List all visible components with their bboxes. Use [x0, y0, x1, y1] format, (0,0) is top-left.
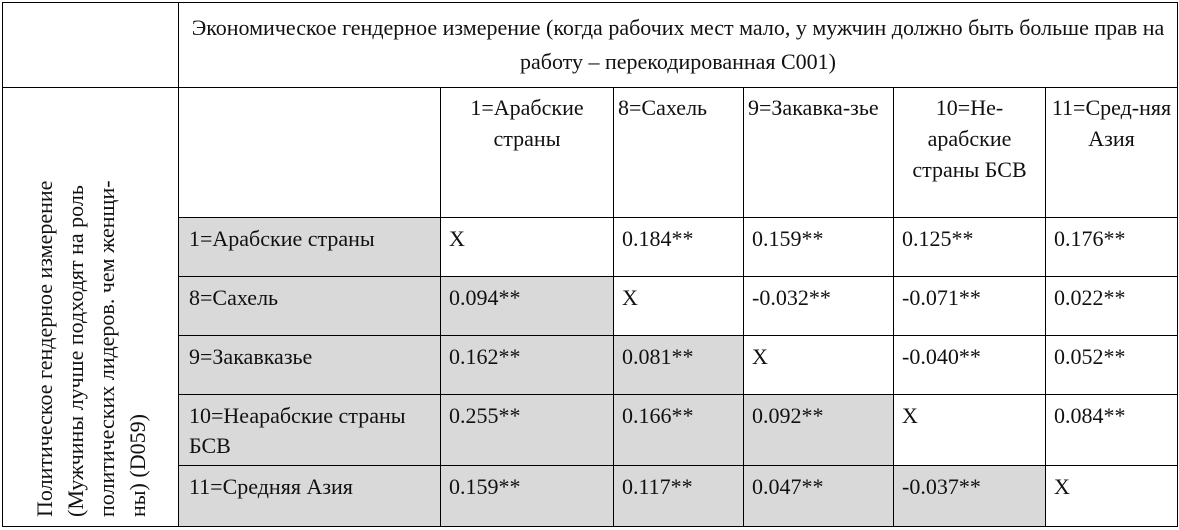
side-label-line: ны) (D059)	[124, 414, 150, 517]
row-header-arab: 1=Арабские страны	[179, 218, 441, 277]
row-header-central-asia: 11=Средняя Азия	[179, 466, 441, 527]
corner-empty-cell	[3, 3, 179, 88]
table-cell: 0.176**	[1046, 218, 1178, 277]
table-cell: X	[441, 218, 614, 277]
side-label-line: политических лидеров. чем женщи-	[93, 180, 119, 517]
side-label-line: (Мужчины лучше подходят на роль	[62, 185, 88, 517]
table-cell: X	[894, 395, 1046, 466]
table-cell: 0.255**	[441, 395, 614, 466]
table-cell: 0.047**	[744, 466, 894, 527]
table-cell: -0.037**	[894, 466, 1046, 527]
table-cell: -0.032**	[744, 277, 894, 336]
table-cell: X	[614, 277, 744, 336]
table-cell: 0.022**	[1046, 277, 1178, 336]
table-cell: 0.159**	[744, 218, 894, 277]
table-cell: 0.159**	[441, 466, 614, 527]
table-cell: 0.081**	[614, 336, 744, 395]
column-header-arab: 1=Арабские страны	[441, 88, 614, 218]
column-header-sahel: 8=Сахель	[614, 88, 744, 218]
table-cell: X	[1046, 466, 1178, 527]
political-dimension-label	[3, 88, 179, 527]
table-cell: 0.094**	[441, 277, 614, 336]
column-header-transcaucasia: 9=Закавка-зье	[744, 88, 894, 218]
row-header-nonarab-mena: 10=Неарабские страны БСВ	[179, 395, 441, 466]
table-cell: 0.166**	[614, 395, 744, 466]
row-header-sahel: 8=Сахель	[179, 277, 441, 336]
row-header-transcaucasia: 9=Закавказье	[179, 336, 441, 395]
table-cell: 0.162**	[441, 336, 614, 395]
column-header-central-asia: 11=Сред-няя Азия	[1046, 88, 1178, 218]
correlation-table	[2, 2, 1178, 527]
table-cell: 0.084**	[1046, 395, 1178, 466]
header-empty-cell	[179, 88, 441, 218]
table-cell: -0.040**	[894, 336, 1046, 395]
table-cell: 0.125**	[894, 218, 1046, 277]
table-cell: 0.117**	[614, 466, 744, 527]
table-cell: 0.052**	[1046, 336, 1178, 395]
column-header-nonarab-mena: 10=Не-арабские страны БСВ	[894, 88, 1046, 218]
table-cell: -0.071**	[894, 277, 1046, 336]
table-cell: X	[744, 336, 894, 395]
side-label-line: Политическое гендерное измерение	[31, 180, 57, 517]
table-cell: 0.184**	[614, 218, 744, 277]
economic-dimension-header: Экономическое гендерное измерение (когда рабочих мест мало, у мужчин должно быть больше прав на работу – перекодированная C001)	[179, 3, 1178, 88]
table-cell: 0.092**	[744, 395, 894, 466]
